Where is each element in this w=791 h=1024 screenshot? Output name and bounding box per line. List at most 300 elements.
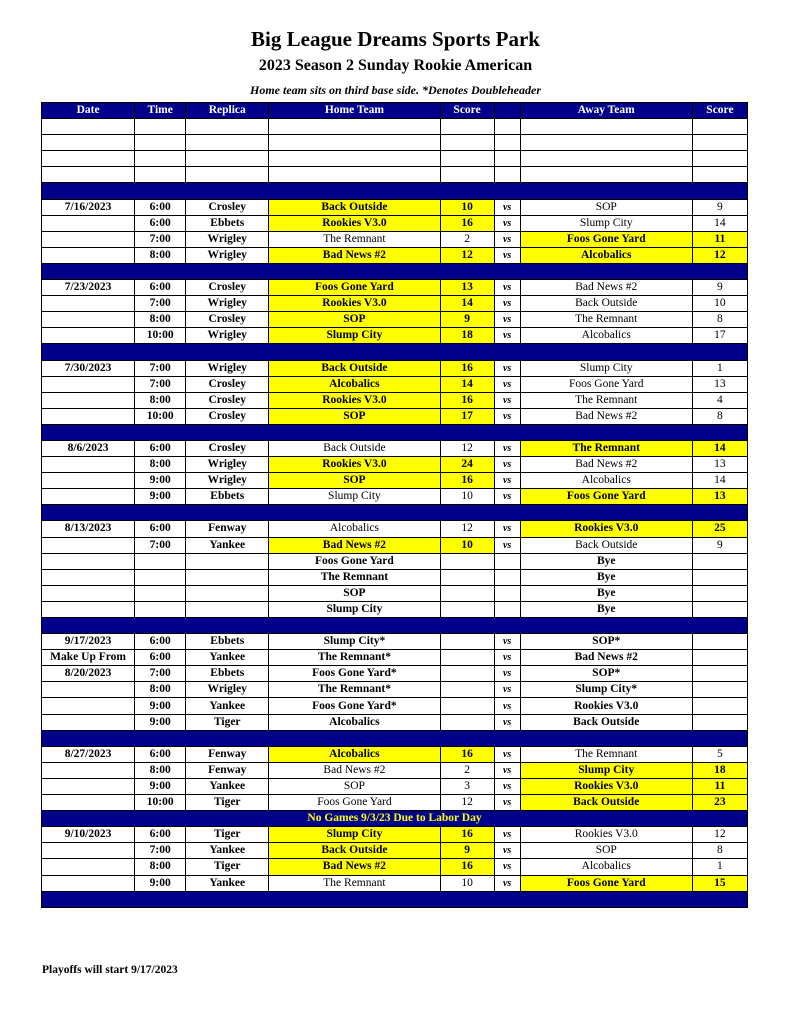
away-team-cell: Back Outside [520,795,692,811]
date-cell [42,859,135,875]
replica-cell: Wrigley [186,247,269,263]
page-title: Big League Dreams Sports Park [251,27,540,51]
home-score-cell [440,553,494,569]
empty-cell [520,119,692,135]
home-team-cell: Foos Gone Yard* [269,698,440,714]
away-score-cell [692,698,747,714]
empty-cell [186,135,269,151]
game-row [42,698,748,714]
home-team-cell: The Remnant [269,875,440,891]
away-score-cell: 11 [692,778,747,794]
vs-cell: vs [494,843,520,859]
separator-cell [42,183,748,199]
date-cell [42,714,135,730]
date-cell: 9/17/2023 [42,634,135,650]
vs-cell: vs [494,312,520,328]
time-cell [135,553,186,569]
home-score-cell: 10 [440,199,494,215]
vs-cell: vs [494,634,520,650]
date-cell: Make Up From [42,650,135,666]
empty-cell [520,167,692,183]
away-score-cell: 9 [692,537,747,553]
time-cell: 7:00 [135,537,186,553]
replica-cell: Tiger [186,714,269,730]
empty-cell [42,167,135,183]
home-score-cell: 12 [440,247,494,263]
vs-cell [494,585,520,601]
home-score-cell [440,682,494,698]
home-team-cell: Alcobalics [269,376,440,392]
col-header-home-score: Score [440,103,494,119]
date-cell [42,843,135,859]
away-team-cell: Slump City [520,360,692,376]
vs-cell [494,569,520,585]
home-score-cell: 16 [440,392,494,408]
separator-cell [42,424,748,440]
home-score-cell [440,714,494,730]
replica-cell: Crosley [186,312,269,328]
home-team-cell: Foos Gone Yard* [269,666,440,682]
away-score-cell: 14 [692,440,747,456]
vs-cell: vs [494,762,520,778]
time-cell: 9:00 [135,875,186,891]
no-games-note: No Games 9/3/23 Due to Labor Day [42,811,748,827]
game-row [42,634,748,650]
time-cell: 6:00 [135,215,186,231]
empty-cell [494,119,520,135]
col-header-time: Time [135,103,186,119]
home-team-cell: Back Outside [269,360,440,376]
replica-cell: Crosley [186,440,269,456]
game-row [42,231,748,247]
away-team-cell: SOP [520,199,692,215]
home-score-cell: 12 [440,521,494,537]
replica-cell: Crosley [186,199,269,215]
away-team-cell: Slump City [520,215,692,231]
home-score-cell: 16 [440,859,494,875]
home-score-cell: 24 [440,457,494,473]
time-cell: 6:00 [135,440,186,456]
vs-cell: vs [494,859,520,875]
game-row [42,360,748,376]
date-cell [42,569,135,585]
time-cell: 6:00 [135,746,186,762]
home-score-cell: 17 [440,408,494,424]
home-score-cell: 14 [440,296,494,312]
vs-cell: vs [494,795,520,811]
away-score-cell [692,585,747,601]
home-team-cell: Alcobalics [269,521,440,537]
time-cell [135,601,186,617]
date-cell [42,473,135,489]
away-team-cell: Bad News #2 [520,650,692,666]
home-team-cell: Bad News #2 [269,537,440,553]
away-score-cell: 8 [692,408,747,424]
home-team-cell: SOP [269,778,440,794]
date-cell: 8/27/2023 [42,746,135,762]
home-team-cell: Alcobalics [269,746,440,762]
vs-cell: vs [494,376,520,392]
empty-cell [135,135,186,151]
replica-cell: Yankee [186,698,269,714]
away-team-cell: SOP* [520,634,692,650]
replica-cell: Yankee [186,875,269,891]
away-team-cell: Rookies V3.0 [520,778,692,794]
home-score-cell: 10 [440,537,494,553]
away-score-cell: 10 [692,296,747,312]
bye-row [42,585,748,601]
away-team-cell: Foos Gone Yard [520,231,692,247]
home-team-cell: Back Outside [269,440,440,456]
separator-cell [42,618,748,634]
empty-cell [440,135,494,151]
date-cell [42,795,135,811]
time-cell: 7:00 [135,360,186,376]
home-team-cell: Rookies V3.0 [269,296,440,312]
away-team-cell: Bye [520,553,692,569]
time-cell: 9:00 [135,473,186,489]
time-cell: 7:00 [135,296,186,312]
away-score-cell: 15 [692,875,747,891]
home-team-cell: Slump City [269,328,440,344]
date-cell [42,682,135,698]
replica-cell [186,569,269,585]
separator-cell [42,344,748,360]
away-score-cell: 14 [692,473,747,489]
replica-cell: Ebbets [186,215,269,231]
vs-cell: vs [494,778,520,794]
home-score-cell: 16 [440,827,494,843]
replica-cell [186,601,269,617]
time-cell: 7:00 [135,376,186,392]
home-score-cell: 2 [440,231,494,247]
vs-cell: vs [494,440,520,456]
home-team-cell: Back Outside [269,843,440,859]
date-cell [42,296,135,312]
home-score-cell: 10 [440,489,494,505]
separator-cell [42,730,748,746]
away-team-cell: SOP* [520,666,692,682]
replica-cell: Wrigley [186,473,269,489]
away-team-cell: SOP [520,843,692,859]
vs-cell: vs [494,698,520,714]
game-row [42,666,748,682]
vs-cell: vs [494,280,520,296]
date-cell [42,312,135,328]
vs-cell: vs [494,473,520,489]
time-cell: 10:00 [135,795,186,811]
game-row [42,843,748,859]
away-score-cell: 8 [692,843,747,859]
date-cell [42,698,135,714]
empty-cell [692,135,747,151]
home-team-cell: SOP [269,408,440,424]
replica-cell [186,553,269,569]
separator-cell [42,505,748,521]
col-header-date: Date [42,103,135,119]
table-header-row [42,103,748,119]
week-separator-row [42,424,748,440]
time-cell: 6:00 [135,521,186,537]
empty-cell [186,167,269,183]
col-header-replica: Replica [186,103,269,119]
home-team-cell: Foos Gone Yard [269,280,440,296]
replica-cell: Fenway [186,521,269,537]
separator-cell [42,263,748,279]
game-row [42,537,748,553]
week-separator-row [42,891,748,907]
game-row [42,650,748,666]
home-team-cell: Slump City [269,601,440,617]
replica-cell: Crosley [186,280,269,296]
time-cell: 10:00 [135,408,186,424]
away-score-cell: 1 [692,360,747,376]
col-header-away-team: Away Team [520,103,692,119]
time-cell: 7:00 [135,843,186,859]
home-score-cell [440,666,494,682]
time-cell: 6:00 [135,634,186,650]
empty-cell [269,119,440,135]
col-header-vs [494,103,520,119]
schedule-note: Home team sits on third base side. *Denotes Doubleheader [250,83,541,97]
game-row [42,778,748,794]
game-row [42,473,748,489]
vs-cell: vs [494,328,520,344]
empty-cell [494,167,520,183]
home-team-cell: Slump City [269,827,440,843]
time-cell: 10:00 [135,328,186,344]
home-score-cell [440,585,494,601]
date-cell [42,328,135,344]
empty-row [42,119,748,135]
game-row [42,795,748,811]
replica-cell: Yankee [186,843,269,859]
game-row [42,489,748,505]
away-team-cell: Alcobalics [520,859,692,875]
empty-cell [186,151,269,167]
replica-cell: Tiger [186,795,269,811]
home-score-cell [440,634,494,650]
home-score-cell: 12 [440,795,494,811]
away-team-cell: Alcobalics [520,328,692,344]
away-team-cell: Foos Gone Yard [520,875,692,891]
empty-cell [692,151,747,167]
empty-cell [135,119,186,135]
game-row [42,296,748,312]
game-row [42,440,748,456]
game-row [42,457,748,473]
date-cell: 7/23/2023 [42,280,135,296]
away-team-cell: Back Outside [520,714,692,730]
away-score-cell [692,634,747,650]
away-team-cell: Bye [520,601,692,617]
date-cell [42,247,135,263]
home-team-cell: Bad News #2 [269,247,440,263]
empty-cell [42,135,135,151]
away-score-cell: 13 [692,489,747,505]
home-score-cell [440,698,494,714]
time-cell: 9:00 [135,489,186,505]
vs-cell: vs [494,666,520,682]
date-cell [42,601,135,617]
home-score-cell: 3 [440,778,494,794]
time-cell: 8:00 [135,859,186,875]
empty-cell [494,151,520,167]
vs-cell: vs [494,296,520,312]
time-cell: 8:00 [135,457,186,473]
home-team-cell: SOP [269,473,440,489]
time-cell: 8:00 [135,392,186,408]
home-team-cell: Foos Gone Yard [269,553,440,569]
home-score-cell [440,601,494,617]
empty-cell [440,151,494,167]
away-score-cell: 1 [692,859,747,875]
game-row [42,875,748,891]
date-cell [42,778,135,794]
home-score-cell: 16 [440,473,494,489]
week-separator-row [42,505,748,521]
home-team-cell: SOP [269,312,440,328]
empty-cell [269,151,440,167]
replica-cell: Ebbets [186,634,269,650]
replica-cell: Wrigley [186,296,269,312]
home-score-cell: 9 [440,312,494,328]
game-row [42,859,748,875]
time-cell: 6:00 [135,280,186,296]
empty-cell [440,119,494,135]
empty-cell [135,167,186,183]
date-cell [42,215,135,231]
away-team-cell: Bye [520,569,692,585]
home-score-cell [440,569,494,585]
replica-cell: Wrigley [186,360,269,376]
replica-cell: Wrigley [186,231,269,247]
away-team-cell: Foos Gone Yard [520,489,692,505]
away-score-cell [692,650,747,666]
date-cell [42,537,135,553]
away-team-cell: Bad News #2 [520,408,692,424]
bye-row [42,569,748,585]
home-score-cell: 16 [440,360,494,376]
empty-cell [42,151,135,167]
replica-cell: Yankee [186,650,269,666]
empty-cell [520,151,692,167]
home-score-cell: 18 [440,328,494,344]
away-score-cell: 18 [692,762,747,778]
home-score-cell: 9 [440,843,494,859]
date-cell [42,553,135,569]
game-row [42,199,748,215]
col-header-away-score: Score [692,103,747,119]
home-team-cell: Bad News #2 [269,859,440,875]
empty-row [42,151,748,167]
away-score-cell: 12 [692,827,747,843]
vs-cell: vs [494,392,520,408]
date-cell: 8/13/2023 [42,521,135,537]
away-team-cell: Back Outside [520,296,692,312]
away-score-cell: 17 [692,328,747,344]
away-team-cell: Rookies V3.0 [520,521,692,537]
replica-cell: Wrigley [186,457,269,473]
bye-row [42,553,748,569]
time-cell: 7:00 [135,666,186,682]
vs-cell: vs [494,408,520,424]
vs-cell: vs [494,199,520,215]
game-row [42,408,748,424]
time-cell: 8:00 [135,312,186,328]
away-score-cell: 14 [692,215,747,231]
vs-cell: vs [494,714,520,730]
away-score-cell: 9 [692,199,747,215]
away-team-cell: Slump City* [520,682,692,698]
empty-cell [135,151,186,167]
game-row [42,328,748,344]
away-score-cell: 11 [692,231,747,247]
game-row [42,682,748,698]
date-cell [42,875,135,891]
away-team-cell: The Remnant [520,312,692,328]
away-team-cell: Rookies V3.0 [520,827,692,843]
vs-cell: vs [494,746,520,762]
time-cell: 8:00 [135,762,186,778]
replica-cell: Yankee [186,778,269,794]
vs-cell: vs [494,650,520,666]
date-cell: 7/16/2023 [42,199,135,215]
away-score-cell: 13 [692,376,747,392]
replica-cell: Ebbets [186,489,269,505]
away-team-cell: Rookies V3.0 [520,698,692,714]
col-header-home-team: Home Team [269,103,440,119]
vs-cell: vs [494,247,520,263]
date-cell [42,585,135,601]
time-cell: 6:00 [135,650,186,666]
playoffs-footer: Playoffs will start 9/17/2023 [42,964,178,976]
away-team-cell: Slump City [520,762,692,778]
date-cell [42,392,135,408]
date-cell [42,231,135,247]
time-cell: 8:00 [135,247,186,263]
vs-cell: vs [494,215,520,231]
replica-cell: Wrigley [186,682,269,698]
week-separator-row [42,263,748,279]
time-cell: 9:00 [135,778,186,794]
away-score-cell: 25 [692,521,747,537]
replica-cell: Crosley [186,408,269,424]
game-row [42,746,748,762]
away-score-cell [692,569,747,585]
vs-cell: vs [494,231,520,247]
date-cell: 7/30/2023 [42,360,135,376]
game-row [42,215,748,231]
time-cell [135,569,186,585]
empty-row [42,167,748,183]
time-cell: 9:00 [135,714,186,730]
schedule-table [41,102,748,908]
vs-cell: vs [494,875,520,891]
away-team-cell: Alcobalics [520,247,692,263]
vs-cell: vs [494,827,520,843]
time-cell: 7:00 [135,231,186,247]
date-cell [42,457,135,473]
home-team-cell: SOP [269,585,440,601]
empty-cell [520,135,692,151]
home-team-cell: Rookies V3.0 [269,215,440,231]
vs-cell [494,553,520,569]
away-score-cell: 13 [692,457,747,473]
home-team-cell: Foos Gone Yard [269,795,440,811]
away-team-cell: The Remnant [520,440,692,456]
no-games-note-row [42,811,748,827]
